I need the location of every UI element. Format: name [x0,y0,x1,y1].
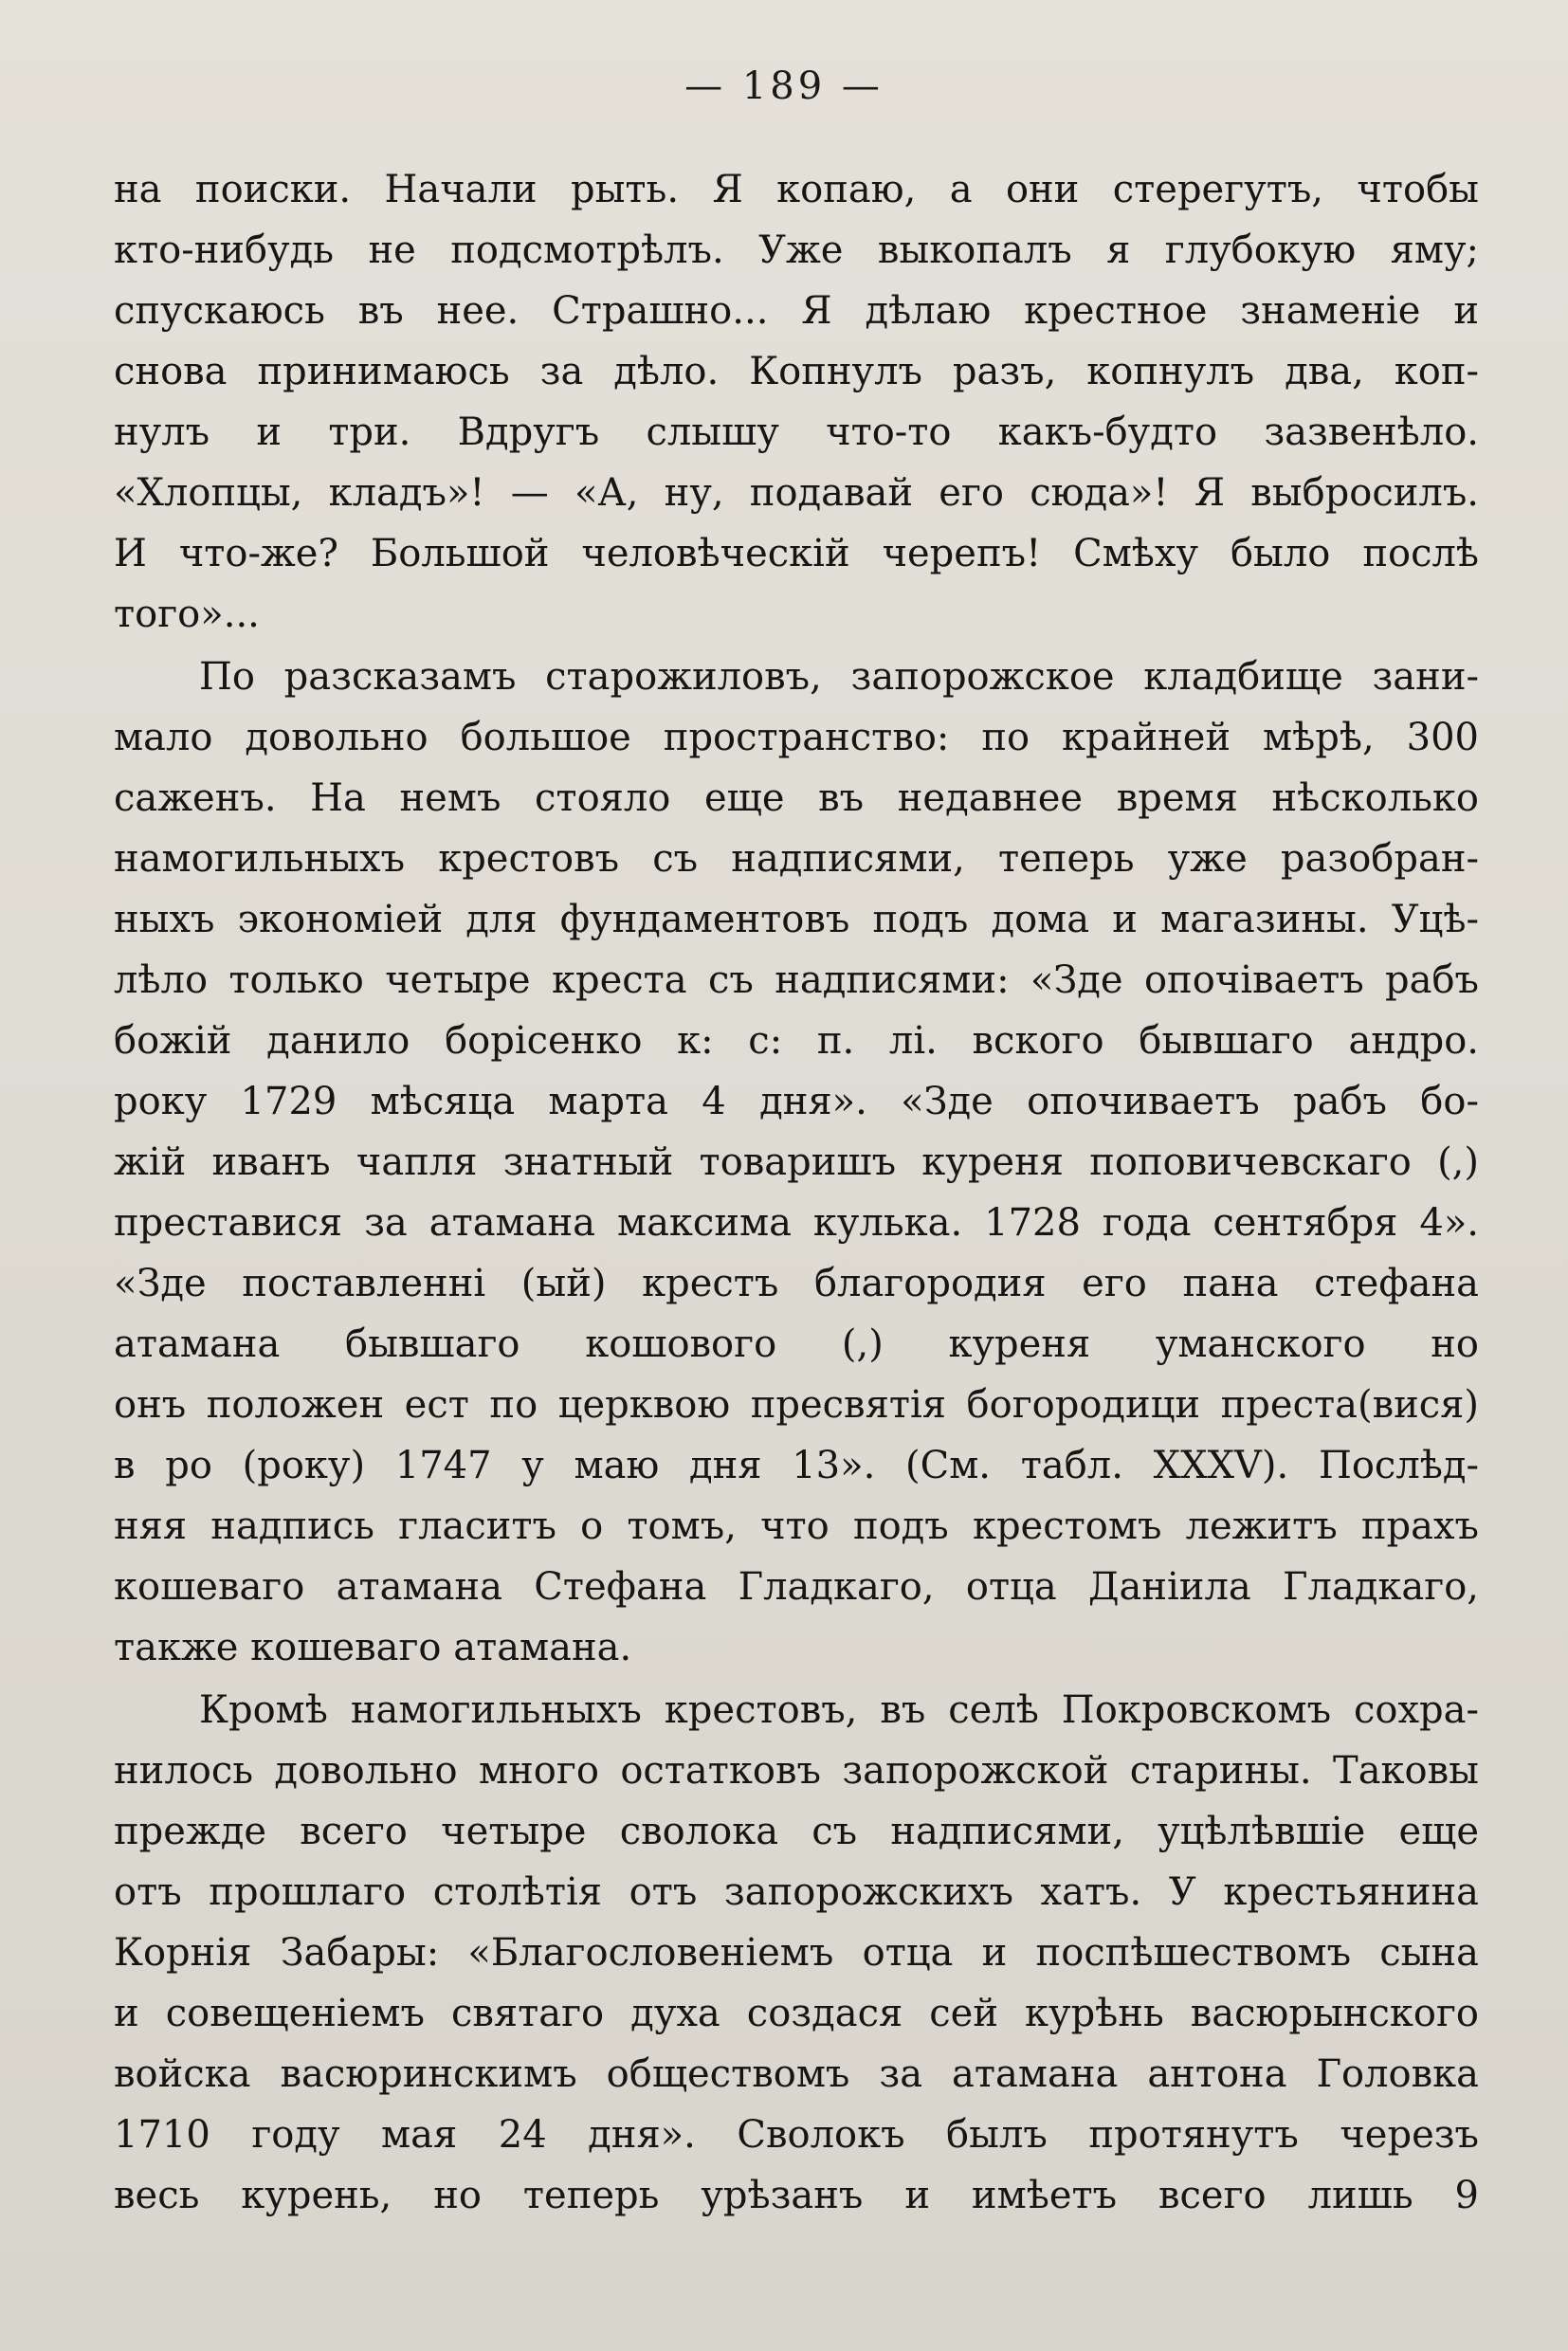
text-line: «Зде поставленні (ый) крестъ благородия его пана стефана [114,1262,1479,1305]
text-line: мало довольно большое пространство: по крайней мѣрѣ, 300 [114,716,1479,759]
text-line: жій иванъ чапля знатный товаришъ куреня поповичевскаго (,) [114,1140,1479,1184]
text-line: онъ положен ест по церквою пресвятія богородици преста(вися) [114,1383,1479,1427]
text-line: нулъ и три. Вдругъ слышу что-то какъ-будто зазвенѣло. [114,410,1479,454]
text-line: намогильныхъ крестовъ съ надписями, теперь уже разобран- [114,837,1479,881]
text-line: И что-же? Большой человѣческій черепъ! Смѣху было послѣ [114,532,1479,575]
text-line: року 1729 мѣсяца марта 4 дня». «Зде опочиваетъ рабъ бо- [114,1080,1479,1123]
text-line: и совещеніемъ святаго духа создася сей курѣнь васюрынского [114,1992,1479,2035]
text-line: кто-нибудь не подсмотрѣлъ. Уже выкопалъ я глубокую яму; [114,228,1479,272]
text-line: весь курень, но теперь урѣзанъ и имѣетъ всего лишь 9 [114,2174,1479,2217]
text-line: кошеваго атамана Стефана Гладкаго, отца Даніила Гладкаго, [114,1565,1479,1609]
paragraph-3 [114,1680,1479,2226]
text-line: По разсказамъ старожиловъ, запорожское кладбище зани- [199,655,1479,699]
text-line: также кошеваго атамана. [114,1626,632,1669]
text-line: нилось довольно много остатковъ запорожской старины. Таковы [114,1749,1479,1793]
text-line: отъ прошлаго столѣтія отъ запорожскихъ хатъ. У крестьянина [114,1870,1479,1914]
text-line: лѣло только четыре креста съ надписями: «Зде опочіваетъ рабъ [114,958,1479,1002]
text-line: божій данило борісенко к: с: п. лі. вского бывшаго андро. [114,1019,1479,1063]
text-line: того»... [114,592,260,636]
paragraph-2 [114,647,1479,1678]
text-line: снова принимаюсь за дѣло. Копнулъ разъ, копнулъ два, коп- [114,350,1479,393]
text-line: в ро (року) 1747 у маю дня 13». (См. табл. XXXV). Послѣд- [114,1444,1479,1487]
text-line: прежде всего четыре сволока съ надписями, уцѣлѣвшіе еще [114,1810,1479,1853]
text-line: няя надпись гласитъ о томъ, что подъ крестомъ лежитъ прахъ [114,1504,1479,1548]
text-line: 1710 году мая 24 дня». Сволокъ былъ протянутъ черезъ [114,2113,1479,2157]
text-line: атамана бывшаго кошового (,) куреня уманского но [114,1322,1479,1366]
text-line: на поиски. Начали рыть. Я копаю, а они стерегутъ, чтобы [114,168,1479,211]
text-line: Корнія Забары: «Благословеніемъ отца и поспѣшествомъ сына [114,1931,1479,1975]
text-line: Кромѣ намогильныхъ крестовъ, въ селѣ Покровскомъ сохра- [199,1688,1479,1732]
text-line: «Хлопцы, кладъ»! — «А, ну, подавай его сюда»! Я выбросилъ. [114,471,1479,515]
paragraph-1 [114,159,1479,645]
page-number: — 189 — [684,64,884,108]
text-line: преставися за атамана максима кулька. 1728 года сентября 4». [114,1201,1479,1245]
text-line: саженъ. На немъ стояло еще въ недавнее время нѣсколько [114,776,1479,820]
text-line: спускаюсь въ нее. Страшно... Я дѣлаю крестное знаменіе и [114,289,1479,333]
text-line: войска васюринскимъ обществомъ за атамана антона Головка [114,2052,1479,2096]
text-line: ныхъ экономіей для фундаментовъ подъ дома и магазины. Уцѣ- [114,898,1479,941]
